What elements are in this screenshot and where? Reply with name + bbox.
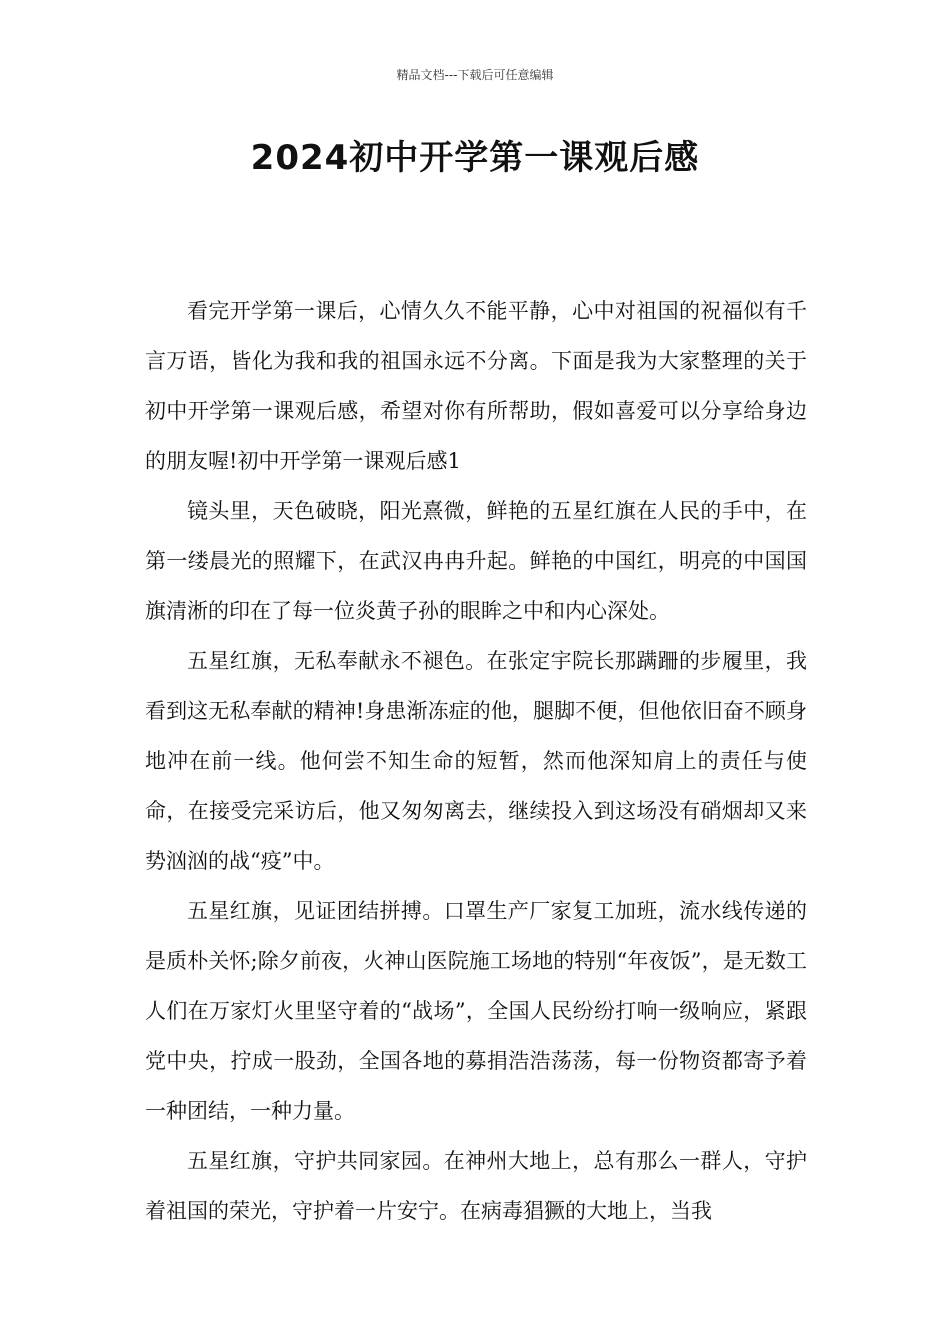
document-title: 2024初中开学第一课观后感 <box>250 138 700 178</box>
paragraph: 五星红旗，守护共同家园。在神州大地上，总有那么一群人，守护着祖国的荣光，守护着一片安宁。在病毒猖獗的大地上，当我 <box>145 1149 807 1223</box>
paragraph: 镜头里，天色破晓，阳光熹微，鲜艳的五星红旗在人民的手中，在第一缕晨光的照耀下，在武汉冉冉升起。鲜艳的中国红，明亮的中国国旗清淅的印在了每一位炎黄子孙的眼眸之中和内心深处。 <box>145 499 807 623</box>
paragraph: 五星红旗，见证团结拼搏。口罩生产厂家复工加班，流水线传递的是质朴关怀;除夕前夜，火神山医院施工场地的特别“年夜饭”，是无数工人们在万家灯火里坚守着的“战场”，全国人民纷纷打响一级响应，紧跟党中央，拧成一股劲，全国各地的募捐浩浩荡荡，每一份物资都寄予着一种团结，一种力量。 <box>145 899 807 1123</box>
paragraph: 看完开学第一课后，心情久久不能平静，心中对祖国的祝福似有千言万语，皆化为我和我的祖国永远不分离。下面是我为大家整理的关于初中开学第一课观后感，希望对你有所帮助，假如喜爱可以分享给身边的朋友喔!初中开学第一课观后感1 <box>145 299 807 473</box>
paragraph: 五星红旗，无私奉献永不褪色。在张定宇院长那蹒跚的步履里，我看到这无私奉献的精神!身患渐冻症的他，腿脚不便，但他依旧奋不顾身地冲在前一线。他何尝不知生命的短暂，然而他深知肩上的责任与使命，在接受完采访后，他又匆匆离去，继续投入到这场没有硝烟却又来势汹汹的战“疫”中。 <box>145 649 807 873</box>
document-body <box>145 286 807 1236</box>
header-note: 精品文档---下载后可任意编辑 <box>396 68 554 82</box>
